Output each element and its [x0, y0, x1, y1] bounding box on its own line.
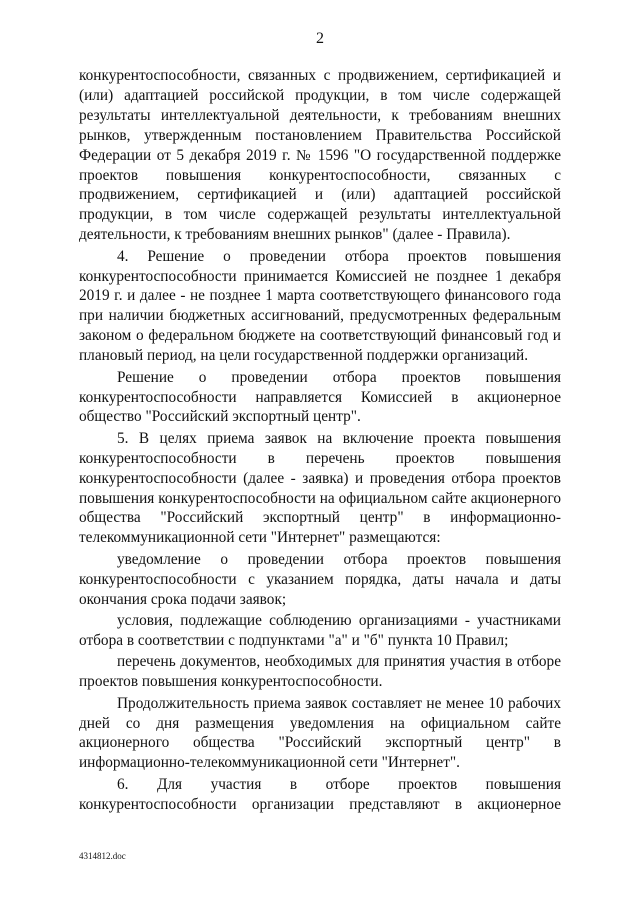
paragraph-item-5: 5. В целях приема заявок на включение проекта повышения конкурентоспособности в перечень проектов повышения конкурентоспособности (далее - заявка) и проведения отбора проектов повышения конкурентоспособности на официальном сайте акционерного общества "Российский экспортный центр" в информационно-телекоммуникационной сети "Интернет" размещаются:: [79, 429, 561, 547]
paragraph-continuation: конкурентоспособности, связанных с продвижением, сертификацией и (или) адаптацией российской продукции, в том числе содержащей результаты интеллектуальной деятельности, к требованиям внешних рынков, утвержденным постановлением Правительства Российской Федерации от 5 декабря 2019 г. № 1596 "О государственной поддержке проектов повышения конкурентоспособности, связанных с продвижением, сертификацией и (или) адаптацией российской продукции, в том числе содержащей результаты интеллектуальной деятельности, к требованиям внешних рынков" (далее - Правила).: [79, 67, 561, 244]
paragraph-notice: уведомление о проведении отбора проектов повышения конкурентоспособности с указанием порядка, даты начала и даты окончания срока подачи заявок;: [79, 550, 561, 608]
paragraph-conditions: условия, подлежащие соблюдению организациями - участниками отбора в соответствии с подпунктами "а" и "б" пункта 10 Правил;: [79, 611, 561, 649]
paragraph-duration: Продолжительность приема заявок составляет не менее 10 рабочих дней со дня размещения уведомления на официальном сайте акционерного общества "Российский экспортный центр" в информационно-телекоммуникационной сети "Интернет".: [79, 694, 561, 772]
page-number: 2: [316, 30, 324, 47]
footer-doc-id: 4314812.doc: [79, 851, 126, 861]
paragraph-item-4: 4. Решение о проведении отбора проектов повышения конкурентоспособности принимается Комиссией не позднее 1 декабря 2019 г. и далее - не позднее 1 марта соответствующего финансового года при наличии бюджетных ассигнований, предусмотренных федеральным законом о федеральном бюджете на соответствующий финансовый год и плановый период, на цели государственной поддержки организаций.: [79, 247, 561, 365]
paragraph-decision-sent: Решение о проведении отбора проектов повышения конкурентоспособности направляется Комиссией в акционерное общество "Российский экспортный центр".: [79, 368, 561, 426]
paragraph-documents: перечень документов, необходимых для принятия участия в отборе проектов повышения конкурентоспособности.: [79, 653, 561, 691]
paragraph-item-6: 6. Для участия в отборе проектов повышения конкурентоспособности организации представляют в акционерное: [79, 775, 561, 813]
body-text: [79, 66, 561, 816]
